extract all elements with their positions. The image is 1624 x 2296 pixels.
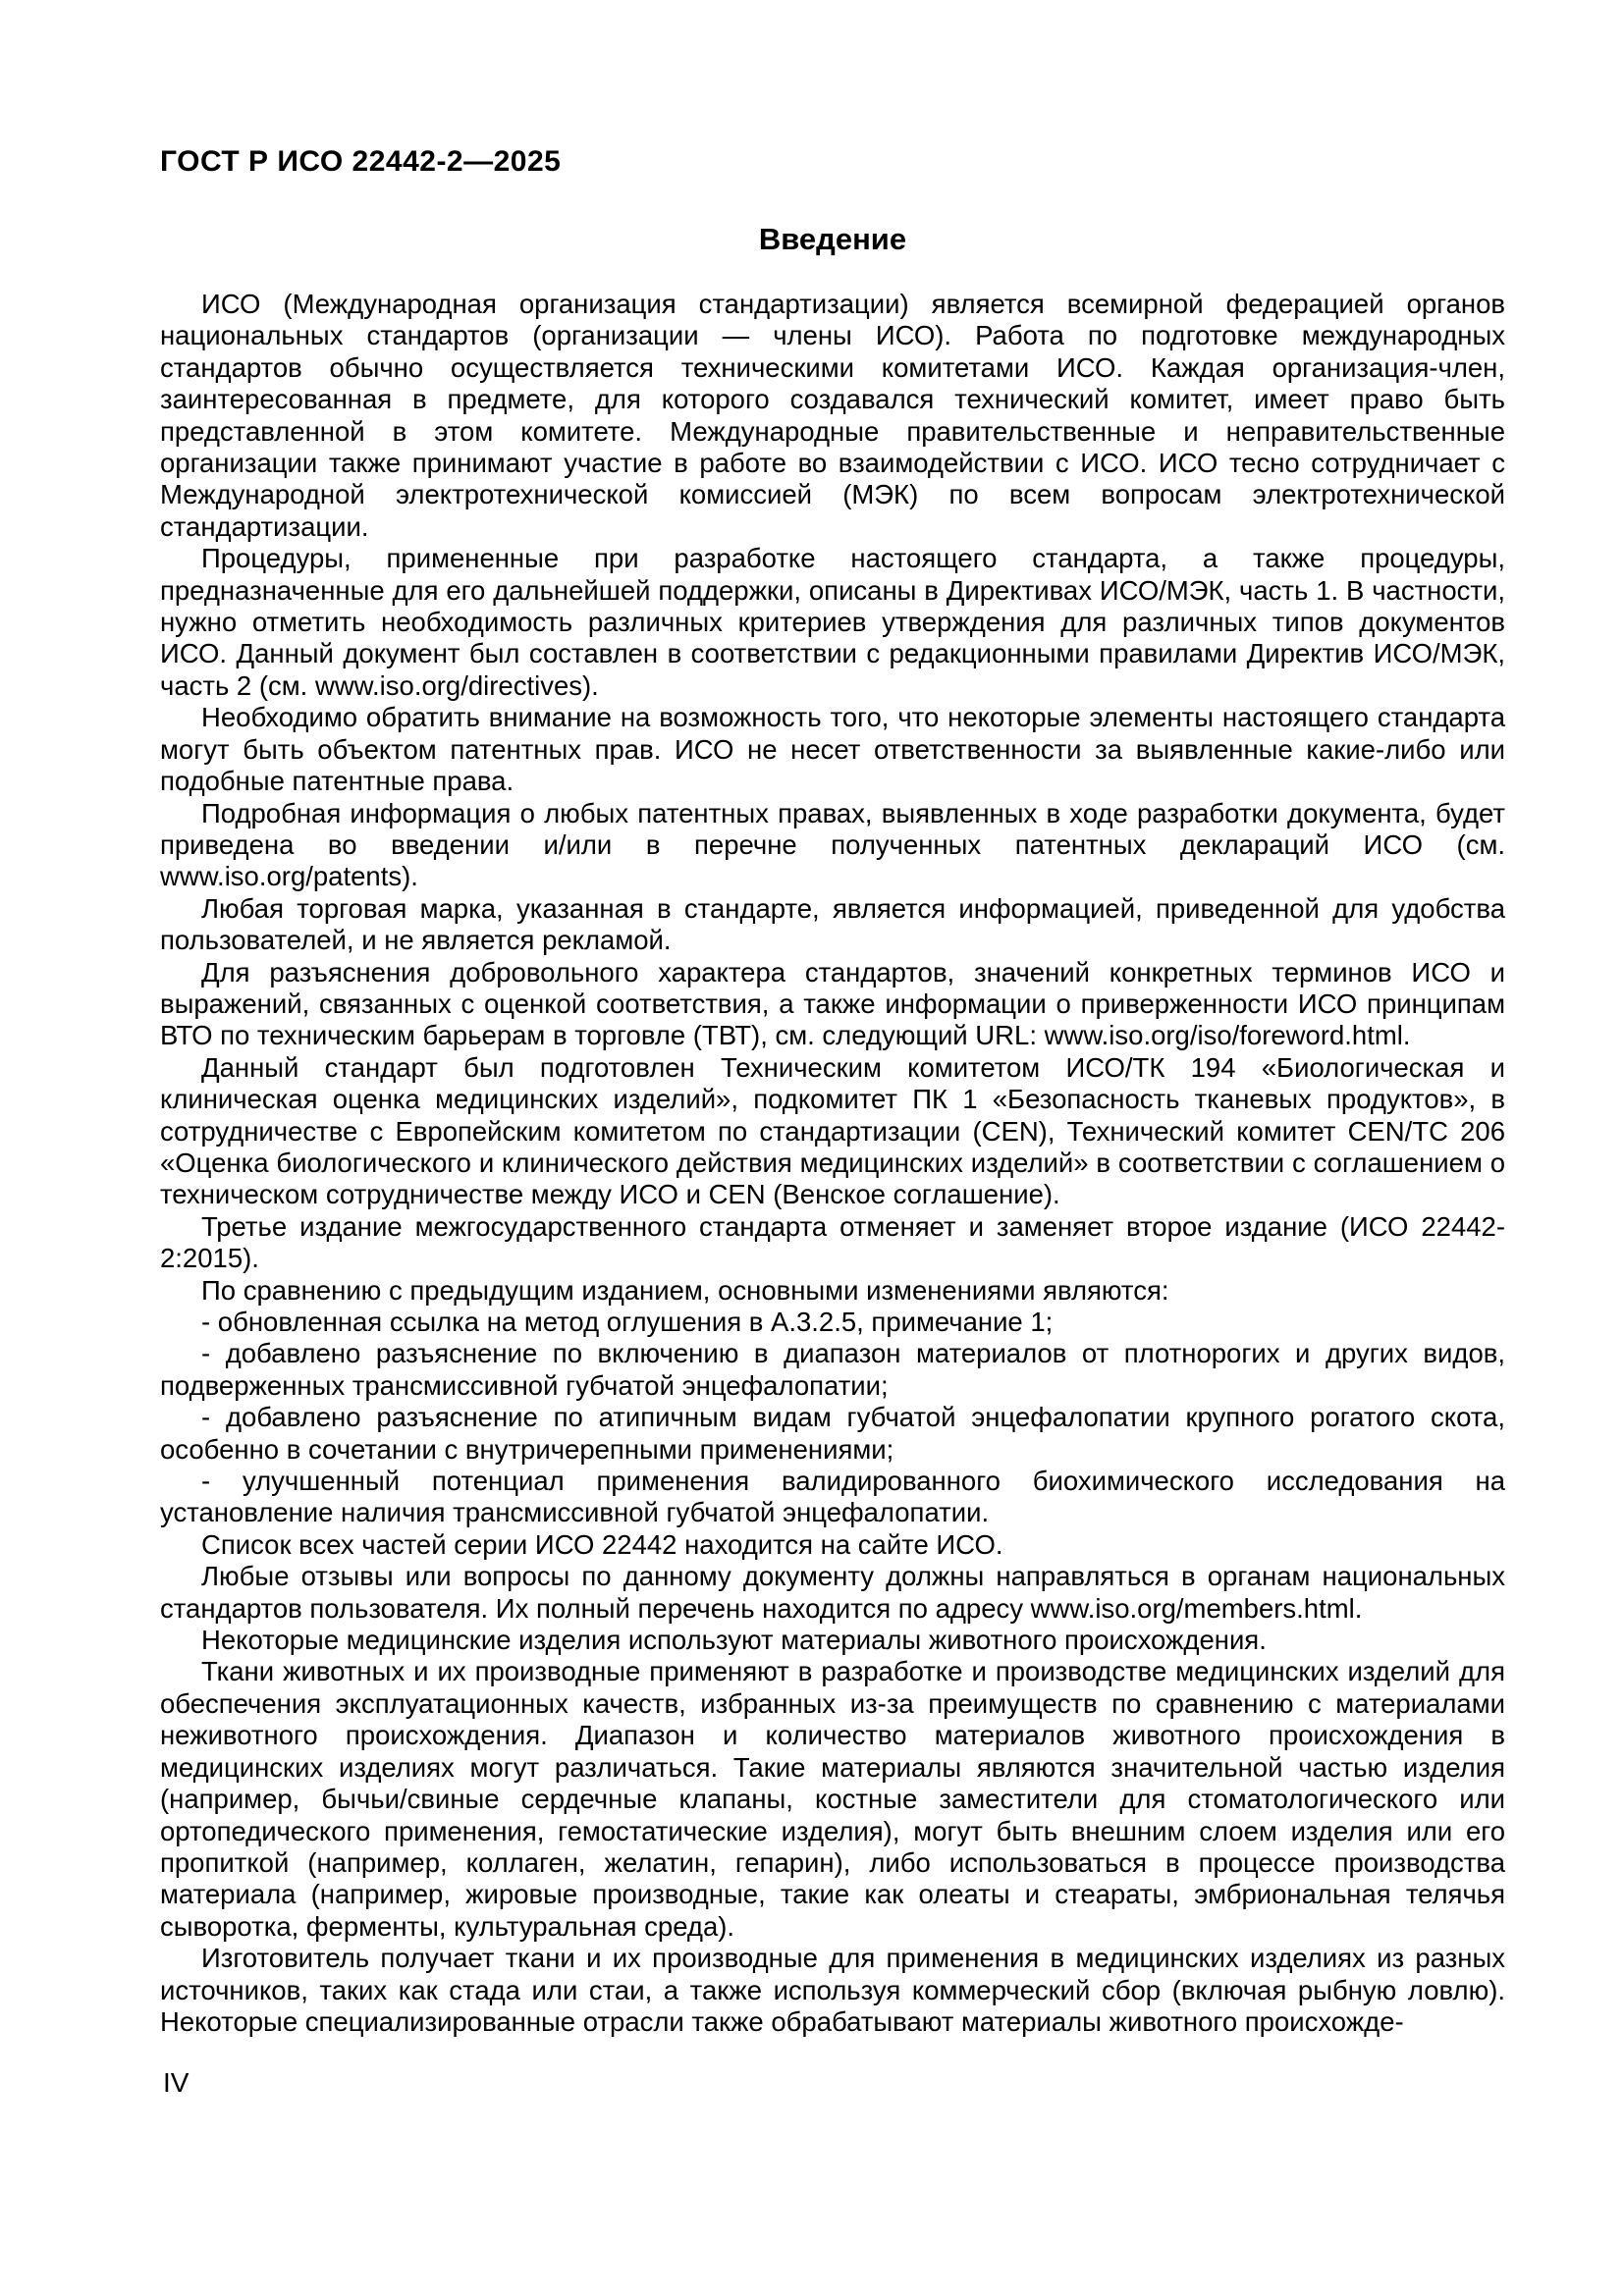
paragraph: Любые отзывы или вопросы по данному документу должны направляться в органам национальных стандартов пользователя. Их полный перечень находится по адресу www.iso.org/members.html. bbox=[160, 1561, 1505, 1624]
paragraph: Для разъяснения добровольного характера стандартов, значений конкретных терминов ИСО и выражений, связанных с оценкой соответствия, а также информации о приверженности ИСО принципам ВТО по техническим барьерам в торговле (ТВТ), см. следующий URL: www.iso.org/iso/foreword.html. bbox=[160, 956, 1505, 1051]
paragraph: Изготовитель получает ткани и их производные для применения в медицинских изделиях из разных источников, таких как стада или стаи, а также используя коммерческий сбор (включая рыбную ловлю). Некоторые специализированные отрасли также обрабатывают материалы животного происхожде- bbox=[160, 1943, 1505, 2037]
section-title: Введение bbox=[758, 222, 907, 256]
page-number: IV bbox=[163, 2067, 189, 2098]
paragraph: Некоторые медицинские изделия используют материалы животного происхождения. bbox=[201, 1625, 1267, 1656]
paragraph: Ткани животных и их производные применяют в разработке и производстве медицинских изделий для обеспечения эксплуатационных качеств, избранных из-за преимуществ по сравнению с материалами неживотного происхождения. Диапазон и количество материалов животного происхождения в медицинских изделиях могут различаться. Такие материалы являются значительной частью изделия (например, бычьи/свиные сердечные клапаны, костные заместители для стоматологического или ортопедического применения, гемостатические изделия), могут быть внешним слоем изделия или его пропиткой (например, коллаген, желатин, гепарин), либо использоваться в процессе производства материала (например, жировые производные, такие как олеаты и стеараты, эмбриональная телячья сыворотка, ферменты, культуральная среда). bbox=[160, 1656, 1505, 1942]
doc-number: ГОСТ Р ИСО 22442-2—2025 bbox=[160, 145, 562, 178]
paragraph: Необходимо обратить внимание на возможность того, что некоторые элементы настоящего стандарта могут быть объектом патентных прав. ИСО не несет ответственности за выявленные какие-либо или подобные патентные права. bbox=[160, 702, 1505, 797]
paragraph: По сравнению с предыдущим изданием, основными изменениями являются: bbox=[201, 1274, 1169, 1306]
paragraph: Третье издание межгосударственного стандарта отменяет и заменяет второе издание (ИСО 22442-2:2015). bbox=[160, 1210, 1505, 1274]
paragraph: Процедуры, примененные при разработке настоящего стандарта, а также процедуры, предназначенные для его дальнейшей поддержки, описаны в Директивах ИСО/МЭК, часть 1. В частности, нужно отметить необходимость различных критериев утверждения для различных типов документов ИСО. Данный документ был составлен в соответствии с редакционными правилами Директив ИСО/МЭК, часть 2 (см. www.iso.org/directives). bbox=[160, 543, 1505, 701]
list-item: - улучшенный потенциал применения валидированного биохимического исследования на установление наличия трансмиссивной губчатой энцефалопатии. bbox=[160, 1466, 1505, 1528]
paragraph: Данный стандарт был подготовлен Техническим комитетом ИСО/ТК 194 «Биологическая и клиническая оценка медицинских изделий», подкомитет ПК 1 «Безопасность тканевых продуктов», в сотрудничестве с Европейским комитетом по стандартизации (CEN), Технический комитет CEN/TC 206 «Оценка биологического и клинического действия медицинских изделий» в соответствии с соглашением о техническом сотрудничестве между ИСО и CEN (Венское соглашение). bbox=[160, 1051, 1505, 1210]
paragraph: Подробная информация о любых патентных правах, выявленных в ходе разработки документа, будет приведена во введении и/или в перечне полученных патентных деклараций ИСО (см. www.iso.org/patents). bbox=[160, 797, 1505, 892]
list-item: - добавлено разъяснение по включению в диапазон материалов от плотнорогих и других видов, подверженных трансмиссивной губчатой энцефалопатии; bbox=[160, 1338, 1505, 1401]
list-item: - обновленная ссылка на метод оглушения в А.3.2.5, примечание 1; bbox=[201, 1307, 1054, 1337]
list-item: - добавлено разъяснение по атипичным видам губчатой энцефалопатии крупного рогатого скота, особенно в сочетании с внутричерепными применениями; bbox=[160, 1402, 1505, 1465]
paragraph: Любая торговая марка, указанная в стандарте, является информацией, приведенной для удобства пользователей, и не является рекламой. bbox=[160, 892, 1505, 956]
introduction-text bbox=[160, 289, 1505, 2038]
paragraph: ИСО (Международная организация стандартизации) является всемирной федерацией органов национальных стандартов (организации — члены ИСО). Работа по подготовке международных стандартов обычно осуществляется техническими комитетами ИСО. Каждая организация-член, заинтересованная в предмете, для которого создавался технический комитет, имеет право быть представленной в этом комитете. Международные правительственные и неправительственные организации также принимают участие в работе во взаимодействии с ИСО. ИСО тесно сотрудничает с Международной электротехнической комиссией (МЭК) по всем вопросам электротехнической стандартизации. bbox=[160, 289, 1505, 542]
paragraph: Список всех частей серии ИСО 22442 находится на сайте ИСО. bbox=[201, 1528, 1003, 1560]
